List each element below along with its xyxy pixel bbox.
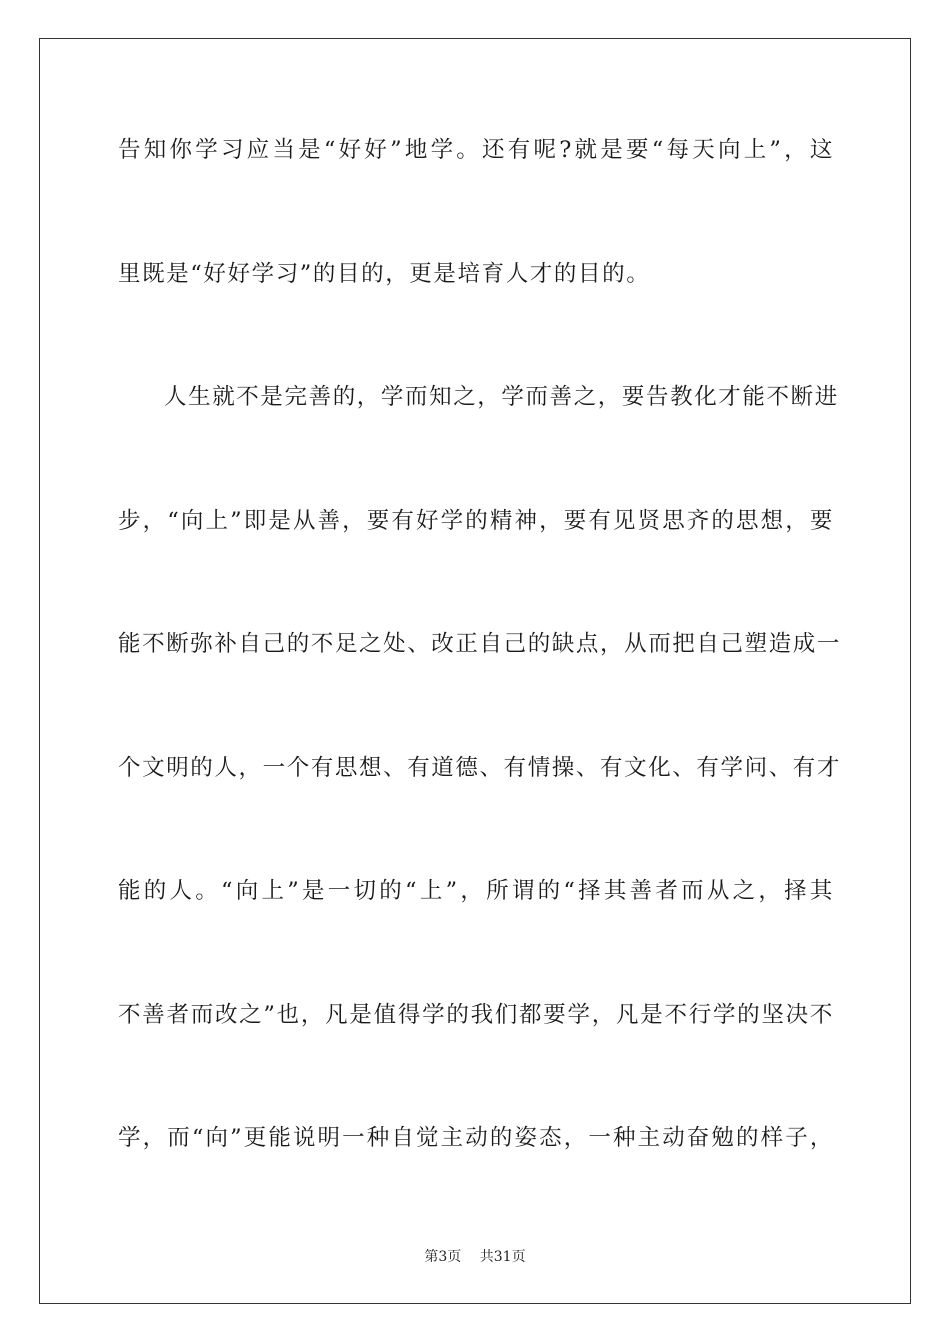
text-line: 能不断弥补自己的不足之处、改正自己的缺点，从而把自己塑造成一 [118,631,842,657]
text-line: 能的人。“向上”是一切的“上”，所谓的“择其善者而从之，择其 [118,878,834,904]
text-line: 个文明的人，一个有思想、有道德、有情操、有文化、有学问、有才 [118,754,842,781]
page-number: 第3页 [424,1249,462,1265]
text-line: 人生就不是完善的，学而知之，学而善之，要告教化才能不断进 [164,384,839,410]
text-line: 步，“向上”即是从善，要有好学的精神，要有见贤思齐的思想，要 [118,507,834,534]
total-pages: 共31页 [479,1249,526,1265]
page-footer [0,1246,950,1266]
text-line: 告知你学习应当是“好好”地学。还有呢?就是要“每天向上”，这 [118,137,834,163]
text-line: 不善者而改之”也，凡是值得学的我们都要学，凡是不行学的坚决不 [118,1001,834,1028]
text-line: 学，而“向”更能说明一种自觉主动的姿态，一种主动奋勉的样子， [118,1125,834,1151]
document-body [118,128,842,1240]
text-line: 里既是“好好学习”的目的，更是培育人才的目的。 [118,260,651,287]
